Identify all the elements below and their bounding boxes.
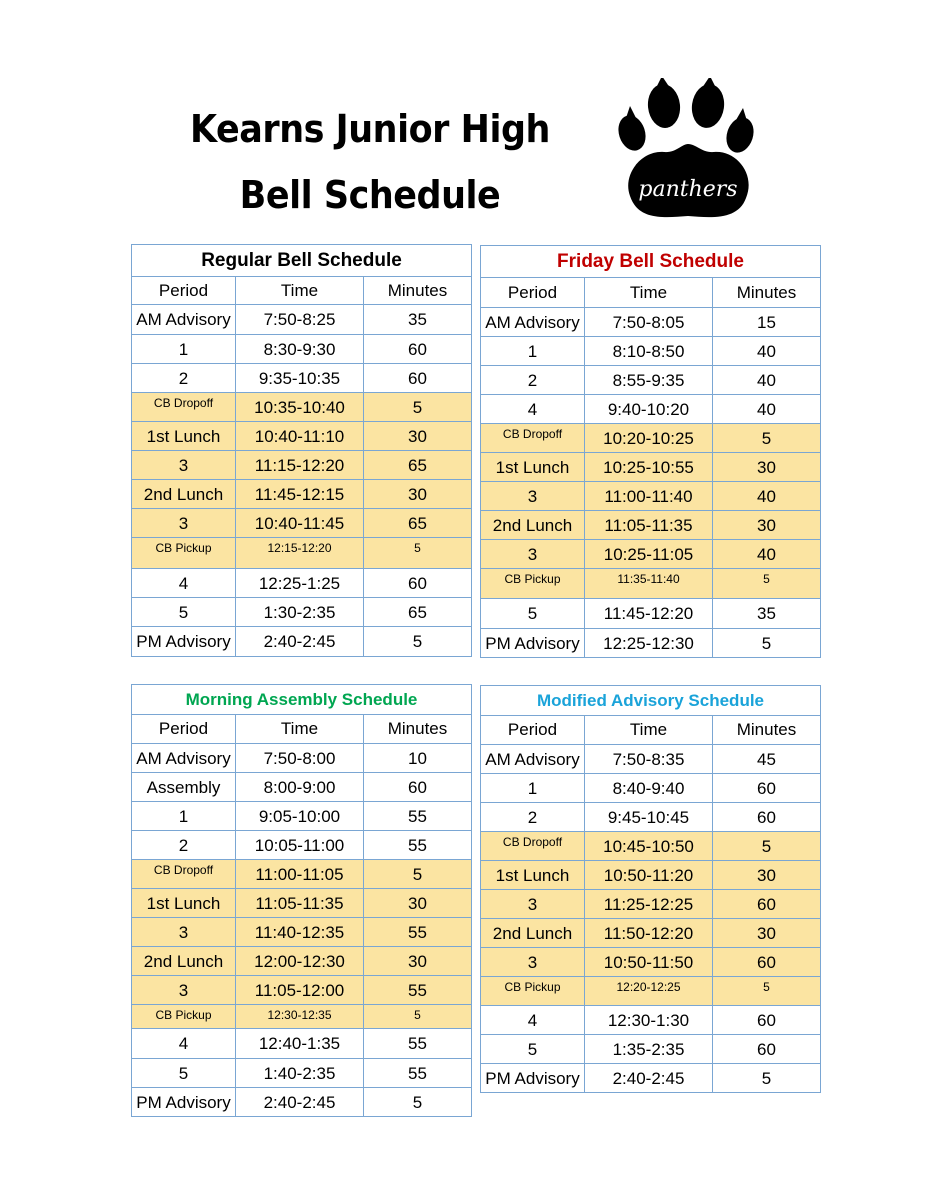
table-row	[132, 393, 472, 422]
cell-period: 1	[132, 802, 236, 831]
cell-period: CB Pickup	[481, 569, 585, 599]
cell-period: 1	[132, 335, 236, 364]
cell-minutes: 5	[713, 569, 821, 599]
modified-advisory-title: Modified Advisory Schedule	[481, 686, 821, 716]
cell-time: 8:30-9:30	[236, 335, 364, 364]
morning-assembly-title: Morning Assembly Schedule	[132, 685, 472, 715]
table-row	[481, 599, 821, 629]
cell-period: PM Advisory	[481, 629, 585, 658]
cell-minutes: 65	[364, 509, 472, 538]
page-title-line-2: Bell Schedule	[239, 173, 501, 217]
page-title-line-1: Kearns Junior High	[190, 107, 550, 151]
cell-period: 5	[481, 1035, 585, 1064]
cell-minutes: 60	[713, 890, 821, 919]
regular-schedule-title: Regular Bell Schedule	[132, 245, 472, 277]
table-row	[132, 598, 472, 627]
column-header-minutes: Minutes	[364, 277, 472, 305]
cell-time: 10:05-11:00	[236, 831, 364, 860]
cell-period: 3	[132, 451, 236, 480]
table-row	[132, 305, 472, 335]
panther-paw-logo	[612, 78, 762, 228]
table-row	[132, 538, 472, 569]
paw-toe-left	[614, 112, 650, 154]
cell-minutes: 60	[713, 1006, 821, 1035]
cell-minutes: 30	[364, 947, 472, 976]
logo-wordmark: panthers	[638, 177, 738, 202]
cell-period: 1	[481, 774, 585, 803]
cell-time: 9:05-10:00	[236, 802, 364, 831]
cell-minutes: 30	[364, 422, 472, 451]
cell-minutes: 40	[713, 366, 821, 395]
cell-minutes: 5	[364, 538, 472, 569]
cell-minutes: 5	[713, 977, 821, 1006]
cell-minutes: 5	[364, 1005, 472, 1029]
table-row	[481, 629, 821, 658]
cell-time: 12:20-12:25	[585, 977, 713, 1006]
cell-period: 4	[481, 395, 585, 424]
cell-minutes: 30	[713, 511, 821, 540]
cell-time: 11:45-12:15	[236, 480, 364, 509]
cell-time: 8:00-9:00	[236, 773, 364, 802]
column-header-period: Period	[132, 277, 236, 305]
cell-period: 3	[481, 482, 585, 511]
cell-minutes: 65	[364, 451, 472, 480]
friday-schedule-title: Friday Bell Schedule	[481, 246, 821, 278]
table-row	[481, 919, 821, 948]
cell-period: AM Advisory	[481, 308, 585, 337]
table-row	[481, 1064, 821, 1093]
cell-minutes: 60	[364, 773, 472, 802]
cell-period: 5	[481, 599, 585, 629]
cell-time: 10:40-11:45	[236, 509, 364, 538]
column-header-row	[132, 277, 472, 305]
table-row	[481, 337, 821, 366]
table-row	[132, 364, 472, 393]
cell-period: 2nd Lunch	[132, 947, 236, 976]
table-row	[481, 540, 821, 569]
cell-minutes: 60	[364, 335, 472, 364]
cell-period: AM Advisory	[132, 744, 236, 773]
cell-minutes: 60	[364, 364, 472, 393]
paw-toe-center-left	[646, 82, 682, 129]
column-header-minutes: Minutes	[364, 715, 472, 744]
cell-period: PM Advisory	[481, 1064, 585, 1093]
cell-time: 12:30-1:30	[585, 1006, 713, 1035]
cell-period: 1st Lunch	[481, 453, 585, 482]
regular-schedule-table	[131, 244, 472, 657]
cell-time: 10:25-11:05	[585, 540, 713, 569]
cell-time: 7:50-8:05	[585, 308, 713, 337]
cell-minutes: 5	[713, 629, 821, 658]
cell-minutes: 30	[713, 919, 821, 948]
table-row	[481, 482, 821, 511]
cell-period: 2	[132, 831, 236, 860]
cell-period: 3	[132, 918, 236, 947]
cell-time: 8:10-8:50	[585, 337, 713, 366]
column-header-row	[481, 278, 821, 308]
cell-period: 5	[132, 1059, 236, 1088]
cell-period: 5	[132, 598, 236, 627]
table-row	[481, 569, 821, 599]
table-row	[132, 773, 472, 802]
cell-minutes: 40	[713, 540, 821, 569]
cell-time: 2:40-2:45	[236, 1088, 364, 1117]
column-header-time: Time	[236, 715, 364, 744]
cell-minutes: 5	[364, 627, 472, 657]
cell-minutes: 55	[364, 1059, 472, 1088]
cell-time: 12:15-12:20	[236, 538, 364, 569]
cell-minutes: 60	[713, 803, 821, 832]
table-row	[132, 1059, 472, 1088]
cell-time: 1:40-2:35	[236, 1059, 364, 1088]
cell-minutes: 55	[364, 831, 472, 860]
table-row	[481, 803, 821, 832]
cell-period: CB Dropoff	[132, 393, 236, 422]
table-row	[481, 861, 821, 890]
cell-minutes: 40	[713, 395, 821, 424]
table-row	[481, 1035, 821, 1064]
cell-period: 2	[481, 366, 585, 395]
table-row	[132, 335, 472, 364]
cell-period: 2nd Lunch	[132, 480, 236, 509]
table-row	[481, 948, 821, 977]
table-row	[481, 511, 821, 540]
cell-minutes: 5	[713, 424, 821, 453]
cell-period: 3	[132, 976, 236, 1005]
cell-period: 2	[481, 803, 585, 832]
table-row	[481, 832, 821, 861]
table-row	[132, 976, 472, 1005]
table-row	[132, 802, 472, 831]
cell-minutes: 35	[713, 599, 821, 629]
cell-time: 11:00-11:40	[585, 482, 713, 511]
table-row	[132, 1029, 472, 1059]
cell-minutes: 55	[364, 976, 472, 1005]
cell-minutes: 55	[364, 1029, 472, 1059]
cell-minutes: 40	[713, 337, 821, 366]
table-row	[481, 395, 821, 424]
cell-time: 11:25-12:25	[585, 890, 713, 919]
table-row	[481, 308, 821, 337]
cell-time: 10:20-10:25	[585, 424, 713, 453]
cell-period: 3	[481, 948, 585, 977]
cell-minutes: 60	[364, 569, 472, 598]
cell-time: 9:35-10:35	[236, 364, 364, 393]
cell-period: AM Advisory	[132, 305, 236, 335]
cell-minutes: 55	[364, 802, 472, 831]
column-header-time: Time	[585, 278, 713, 308]
cell-period: 3	[481, 890, 585, 919]
column-header-period: Period	[132, 715, 236, 744]
cell-period: PM Advisory	[132, 1088, 236, 1117]
paw-toe-center-right	[689, 82, 727, 130]
table-row	[481, 1006, 821, 1035]
cell-time: 10:25-10:55	[585, 453, 713, 482]
cell-minutes: 15	[713, 308, 821, 337]
cell-time: 9:40-10:20	[585, 395, 713, 424]
cell-time: 2:40-2:45	[236, 627, 364, 657]
cell-time: 7:50-8:35	[585, 745, 713, 774]
column-header-period: Period	[481, 716, 585, 745]
cell-minutes: 30	[364, 889, 472, 918]
table-row	[132, 947, 472, 976]
cell-time: 11:50-12:20	[585, 919, 713, 948]
cell-period: 2	[132, 364, 236, 393]
table-row	[132, 1005, 472, 1029]
cell-minutes: 40	[713, 482, 821, 511]
modified-advisory-table	[480, 685, 821, 1093]
cell-period: 3	[481, 540, 585, 569]
cell-period: 1st Lunch	[481, 861, 585, 890]
cell-period: 1st Lunch	[132, 422, 236, 451]
cell-time: 11:15-12:20	[236, 451, 364, 480]
cell-time: 12:25-12:30	[585, 629, 713, 658]
table-row	[132, 1088, 472, 1117]
cell-time: 7:50-8:25	[236, 305, 364, 335]
cell-period: Assembly	[132, 773, 236, 802]
cell-period: 4	[132, 1029, 236, 1059]
table-row	[481, 366, 821, 395]
table-row	[132, 744, 472, 773]
table-row	[132, 627, 472, 657]
cell-time: 12:00-12:30	[236, 947, 364, 976]
cell-minutes: 55	[364, 918, 472, 947]
cell-time: 10:50-11:20	[585, 861, 713, 890]
cell-minutes: 30	[364, 480, 472, 509]
table-row	[481, 424, 821, 453]
page-title	[168, 96, 573, 228]
cell-minutes: 45	[713, 745, 821, 774]
column-header-period: Period	[481, 278, 585, 308]
cell-time: 8:55-9:35	[585, 366, 713, 395]
cell-time: 1:35-2:35	[585, 1035, 713, 1064]
cell-time: 9:45-10:45	[585, 803, 713, 832]
table-row	[132, 831, 472, 860]
column-header-time: Time	[236, 277, 364, 305]
cell-time: 11:45-12:20	[585, 599, 713, 629]
table-row	[132, 569, 472, 598]
column-header-time: Time	[585, 716, 713, 745]
cell-minutes: 5	[713, 832, 821, 861]
cell-minutes: 35	[364, 305, 472, 335]
column-header-row	[132, 715, 472, 744]
table-row	[132, 860, 472, 889]
cell-minutes: 60	[713, 1035, 821, 1064]
cell-minutes: 5	[364, 1088, 472, 1117]
cell-time: 11:05-12:00	[236, 976, 364, 1005]
cell-period: 1st Lunch	[132, 889, 236, 918]
cell-period: CB Dropoff	[132, 860, 236, 889]
cell-minutes: 10	[364, 744, 472, 773]
cell-time: 11:35-11:40	[585, 569, 713, 599]
cell-period: CB Dropoff	[481, 424, 585, 453]
table-row	[132, 480, 472, 509]
cell-minutes: 5	[364, 393, 472, 422]
cell-period: CB Dropoff	[481, 832, 585, 861]
column-header-minutes: Minutes	[713, 716, 821, 745]
cell-minutes: 5	[364, 860, 472, 889]
table-row	[481, 453, 821, 482]
table-row	[481, 890, 821, 919]
cell-time: 11:05-11:35	[236, 889, 364, 918]
cell-minutes: 65	[364, 598, 472, 627]
table-row	[132, 509, 472, 538]
table-row	[481, 745, 821, 774]
cell-time: 10:40-11:10	[236, 422, 364, 451]
cell-time: 11:00-11:05	[236, 860, 364, 889]
cell-time: 11:40-12:35	[236, 918, 364, 947]
cell-period: CB Pickup	[132, 1005, 236, 1029]
column-header-minutes: Minutes	[713, 278, 821, 308]
cell-time: 12:25-1:25	[236, 569, 364, 598]
cell-time: 2:40-2:45	[585, 1064, 713, 1093]
cell-period: 2nd Lunch	[481, 511, 585, 540]
cell-time: 11:05-11:35	[585, 511, 713, 540]
cell-period: 4	[132, 569, 236, 598]
cell-time: 1:30-2:35	[236, 598, 364, 627]
cell-time: 10:45-10:50	[585, 832, 713, 861]
cell-time: 12:40-1:35	[236, 1029, 364, 1059]
cell-minutes: 5	[713, 1064, 821, 1093]
cell-period: 2nd Lunch	[481, 919, 585, 948]
table-row	[481, 774, 821, 803]
column-header-row	[481, 716, 821, 745]
cell-time: 12:30-12:35	[236, 1005, 364, 1029]
friday-schedule-table	[480, 245, 821, 658]
cell-period: CB Pickup	[481, 977, 585, 1006]
cell-period: 4	[481, 1006, 585, 1035]
cell-minutes: 30	[713, 453, 821, 482]
cell-minutes: 60	[713, 774, 821, 803]
cell-period: 3	[132, 509, 236, 538]
cell-period: AM Advisory	[481, 745, 585, 774]
cell-period: 1	[481, 337, 585, 366]
morning-assembly-table	[131, 684, 472, 1117]
cell-minutes: 60	[713, 948, 821, 977]
table-row	[132, 918, 472, 947]
table-row	[132, 889, 472, 918]
cell-time: 8:40-9:40	[585, 774, 713, 803]
table-row	[132, 422, 472, 451]
cell-minutes: 30	[713, 861, 821, 890]
cell-time: 7:50-8:00	[236, 744, 364, 773]
table-row	[481, 977, 821, 1006]
cell-time: 10:35-10:40	[236, 393, 364, 422]
table-row	[132, 451, 472, 480]
cell-period: CB Pickup	[132, 538, 236, 569]
cell-time: 10:50-11:50	[585, 948, 713, 977]
cell-period: PM Advisory	[132, 627, 236, 657]
